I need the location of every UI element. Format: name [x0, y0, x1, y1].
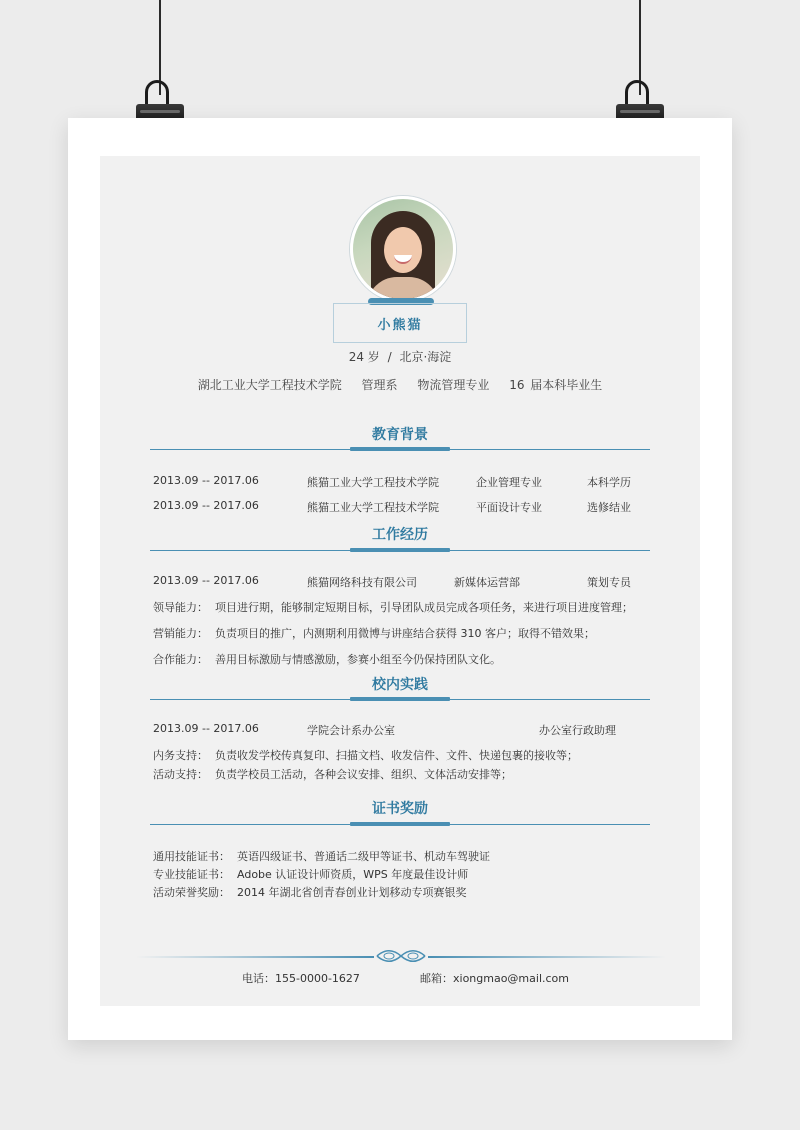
section-title-campus: 校内实践: [372, 677, 428, 693]
item-label: 活动荣誉奖励：: [153, 886, 230, 899]
footer-rule-right: [428, 956, 666, 958]
section-rule-accent: [350, 697, 450, 701]
role: 策划专员: [587, 576, 631, 589]
period: 2013.09 -- 2017.06: [153, 474, 259, 487]
age-location-line: [100, 348, 700, 365]
department: 管理系: [361, 378, 398, 392]
item-text: 负责项目的推广，内测期利用微博与讲座结合获得 310 客户；取得不错效果；: [215, 627, 595, 640]
graduation: 16 届本科毕业生: [509, 378, 603, 392]
section-rule-accent: [350, 548, 450, 552]
campus-item: [153, 766, 512, 782]
footer-rule-left: [136, 956, 374, 958]
school: 熊猫工业大学工程技术学院: [307, 501, 439, 514]
company: 熊猫网络科技有限公司: [307, 576, 417, 589]
section-title-education: 教育背景: [372, 427, 428, 443]
degree: 选修结业: [587, 501, 631, 514]
item-text: 2014 年湖北省创青春创业计划移动专项赛银奖: [237, 886, 467, 899]
resume-sheet: [100, 156, 700, 1006]
item-label: 领导能力：: [153, 601, 208, 614]
item-text: Adobe 认证设计师资质，WPS 年度最佳设计师: [237, 868, 469, 881]
age: 24 岁: [348, 350, 380, 364]
summary-line: [100, 376, 700, 393]
work-item: [153, 651, 501, 667]
item-text: 项目进行期，能够制定短期目标，引导团队成员完成各项任务，来进行项目进度管理；: [215, 601, 633, 614]
degree: 本科学历: [587, 476, 631, 489]
item-label: 营销能力：: [153, 627, 208, 640]
item-label: 活动支持：: [153, 768, 208, 781]
school: 湖北工业大学工程技术学院: [197, 378, 342, 392]
profile-photo: [350, 196, 456, 302]
email: 邮箱：xiongmao@mail.com: [420, 972, 569, 985]
major: 企业管理专业: [476, 476, 542, 489]
ornament-icon: [375, 948, 427, 964]
cert-item: [153, 884, 467, 900]
section-rule-accent: [350, 822, 450, 826]
item-text: 善用目标激励与情感激励，参赛小组至今仍保持团队文化。: [215, 653, 501, 666]
candidate-name: 小熊猫: [333, 303, 467, 343]
work-item: [153, 599, 633, 615]
school: 熊猫工业大学工程技术学院: [307, 476, 439, 489]
item-label: 合作能力：: [153, 653, 208, 666]
period: 2013.09 -- 2017.06: [153, 574, 259, 587]
campus-item: [153, 747, 578, 763]
item-text: 负责收发学校传真复印、扫描文档、收发信件、文件、快递包裹的接收等；: [215, 749, 578, 762]
item-text: 负责学校员工活动，各种会议安排、组织、文体活动安排等；: [215, 768, 512, 781]
section-title-certs: 证书奖励: [372, 801, 428, 817]
section-title-work: 工作经历: [372, 527, 428, 543]
item-label: 专业技能证书：: [153, 868, 230, 881]
resume-poster: [68, 118, 732, 1040]
period: 2013.09 -- 2017.06: [153, 499, 259, 512]
separator: /: [387, 350, 392, 364]
cert-item: [153, 848, 490, 864]
work-item: [153, 625, 595, 641]
cert-item: [153, 866, 468, 882]
location: 北京·海淀: [399, 350, 452, 364]
organization: 学院会计系办公室: [307, 724, 395, 737]
period: 2013.09 -- 2017.06: [153, 722, 259, 735]
major: 物流管理专业: [417, 378, 490, 392]
phone: 电话：155-0000-1627: [242, 972, 360, 985]
item-text: 英语四级证书、普通话二级甲等证书、机动车驾驶证: [237, 850, 490, 863]
role: 办公室行政助理: [539, 724, 616, 737]
department: 新媒体运营部: [454, 576, 520, 589]
section-rule-accent: [350, 447, 450, 451]
major: 平面设计专业: [476, 501, 542, 514]
item-label: 内务支持：: [153, 749, 208, 762]
item-label: 通用技能证书：: [153, 850, 230, 863]
